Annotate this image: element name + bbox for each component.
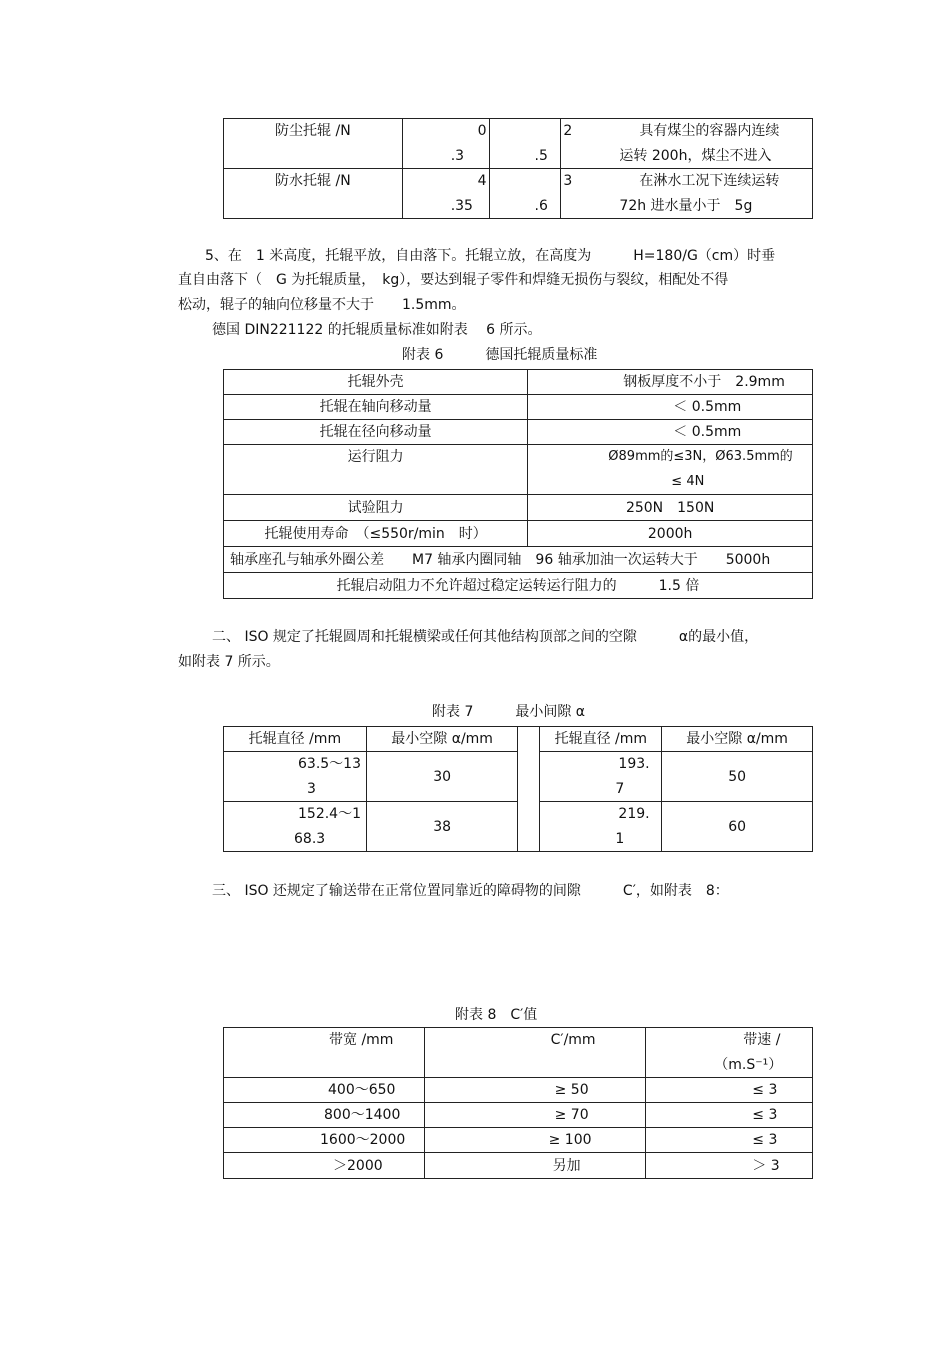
diameter-line1: 219. — [618, 806, 650, 822]
para5-line2: 直自由落下（ G 为托辊质量， kg），要达到辊子零件和焊缝无损伤与裂纹，相配处不得 — [178, 272, 729, 288]
speed-value: ≤ 3 — [646, 1078, 813, 1103]
table-row — [224, 119, 813, 169]
table-row — [224, 370, 813, 395]
belt-width: ＞2000 — [224, 1153, 425, 1179]
table-gap — [518, 727, 540, 852]
clearance-value: ≥ 50 — [424, 1078, 646, 1103]
row-value: 250N 150N — [528, 495, 813, 521]
table-row — [224, 495, 813, 521]
gap-value: 60 — [662, 802, 813, 852]
gap-value: 30 — [366, 752, 518, 802]
belt-width: 1600～2000 — [224, 1128, 425, 1153]
row-key: 运行阻力 — [224, 445, 528, 495]
table-row — [224, 1153, 813, 1179]
value-a: 4 — [477, 173, 487, 189]
para-din: 德国 DIN221122 的托辊质量标准如附表 6 所示。 — [212, 322, 542, 338]
column-header: 托辊直径 /mm — [224, 727, 367, 752]
speed-value: ≤ 3 — [646, 1128, 813, 1153]
row-label: 防水托辊 /N — [224, 169, 403, 219]
desc-line-2: 运转 200h，煤尘不进入 — [619, 148, 772, 164]
table-header-row — [224, 1028, 813, 1078]
row-key: 托辊使用寿命 （≤550r/min 时） — [224, 521, 528, 547]
diameter-line1: 193. — [618, 756, 650, 772]
desc-line-2: 72h 进水量小于 5g — [619, 198, 753, 214]
column-header-speed-unit: （m.S⁻¹） — [714, 1057, 783, 1073]
diameter-line2: 1 — [615, 831, 625, 847]
desc-line-1: 在淋水工况下连续运转 — [639, 173, 780, 189]
value-d: 3 — [563, 173, 573, 189]
value-b: .35 — [450, 198, 473, 214]
para2-line1: 二、 ISO 规定了托辊圆周和托辊横梁或任何其他结构顶部之间的空隙 α的最小值， — [212, 629, 759, 645]
row-merged: 托辊启动阻力不允许超过稳定运转运行阻力的 1.5 倍 — [224, 573, 813, 599]
row-key: 试验阻力 — [224, 495, 528, 521]
desc-line-1: 具有煤尘的容器内连续 — [639, 123, 780, 139]
value-d: 2 — [563, 123, 573, 139]
gap-value: 50 — [662, 752, 813, 802]
column-header: 最小空隙 α/mm — [662, 727, 813, 752]
row-value: 钢板厚度不小于 2.9mm — [528, 370, 813, 395]
value-c: .5 — [534, 148, 548, 164]
para2-line2: 如附表 7 所示。 — [178, 654, 280, 670]
value-b: .3 — [450, 148, 465, 164]
table6 — [223, 369, 813, 599]
row-value-line1: Ø89mm的≤3N，Ø63.5mm的 — [608, 449, 793, 464]
row-value: ＜ 0.5mm — [528, 395, 813, 420]
diameter-line2: 3 — [307, 781, 316, 797]
table-row — [224, 395, 813, 420]
diameter-line2: 68.3 — [294, 831, 326, 847]
table-header-row — [224, 727, 813, 752]
row-value: 2000h — [528, 521, 813, 547]
table-row — [224, 1078, 813, 1103]
table-row — [224, 420, 813, 445]
table-row — [224, 573, 813, 599]
column-header-width: 带宽 /mm — [224, 1028, 425, 1078]
speed-value: ≤ 3 — [646, 1103, 813, 1128]
table7 — [223, 726, 813, 852]
belt-width: 800～1400 — [224, 1103, 425, 1128]
table-row — [224, 1128, 813, 1153]
table-row — [224, 1103, 813, 1128]
table-row — [224, 521, 813, 547]
column-header: 最小空隙 α/mm — [366, 727, 518, 752]
value-a: 0 — [477, 123, 487, 139]
column-header-speed: 带速 / — [743, 1032, 781, 1048]
diameter-line1: 152.4～1 — [298, 806, 361, 822]
row-key: 托辊在径向移动量 — [224, 420, 528, 445]
table-row — [224, 445, 813, 495]
table-row — [224, 169, 813, 219]
row-merged: 轴承座孔与轴承外圈公差 M7 轴承内圈同轴 96 轴承加油一次运转大于 5000h — [224, 547, 813, 573]
column-header-clearance: C′/mm — [424, 1028, 646, 1078]
clearance-value: ≥ 70 — [424, 1103, 646, 1128]
speed-value: ＞ 3 — [646, 1153, 813, 1179]
para3: 三、 ISO 还规定了输送带在正常位置同靠近的障碍物的间隙 C′，如附表 8： — [212, 883, 729, 899]
value-c: .6 — [534, 198, 548, 214]
gap-value: 38 — [366, 802, 518, 852]
table-top — [223, 118, 813, 219]
belt-width: 400～650 — [224, 1078, 425, 1103]
table6-caption: 附表 6 德国托辊质量标准 — [402, 347, 598, 363]
row-key: 托辊在轴向移动量 — [224, 395, 528, 420]
row-label: 防尘托辊 /N — [224, 119, 403, 169]
column-header: 托辊直径 /mm — [540, 727, 662, 752]
row-value-line2: ≤ 4N — [671, 474, 705, 489]
table7-caption: 附表 7 最小间隙 α — [432, 704, 586, 720]
clearance-value: ≥ 100 — [424, 1128, 646, 1153]
diameter-line2: 7 — [615, 781, 625, 797]
para5-line1: 5、在 1 米高度，托辊平放，自由落下。托辊立放，在高度为 H=180/G（cm）时垂 — [205, 248, 776, 264]
table8-caption: 附表 8 C′值 — [455, 1007, 538, 1023]
row-value: ＜ 0.5mm — [528, 420, 813, 445]
table-row — [224, 547, 813, 573]
para5-line3: 松动，辊子的轴向位移量不大于 1.5mm。 — [178, 297, 466, 313]
table8 — [223, 1027, 813, 1179]
row-key: 托辊外壳 — [224, 370, 528, 395]
clearance-value: 另加 — [424, 1153, 646, 1179]
diameter-line1: 63.5～13 — [298, 756, 361, 772]
